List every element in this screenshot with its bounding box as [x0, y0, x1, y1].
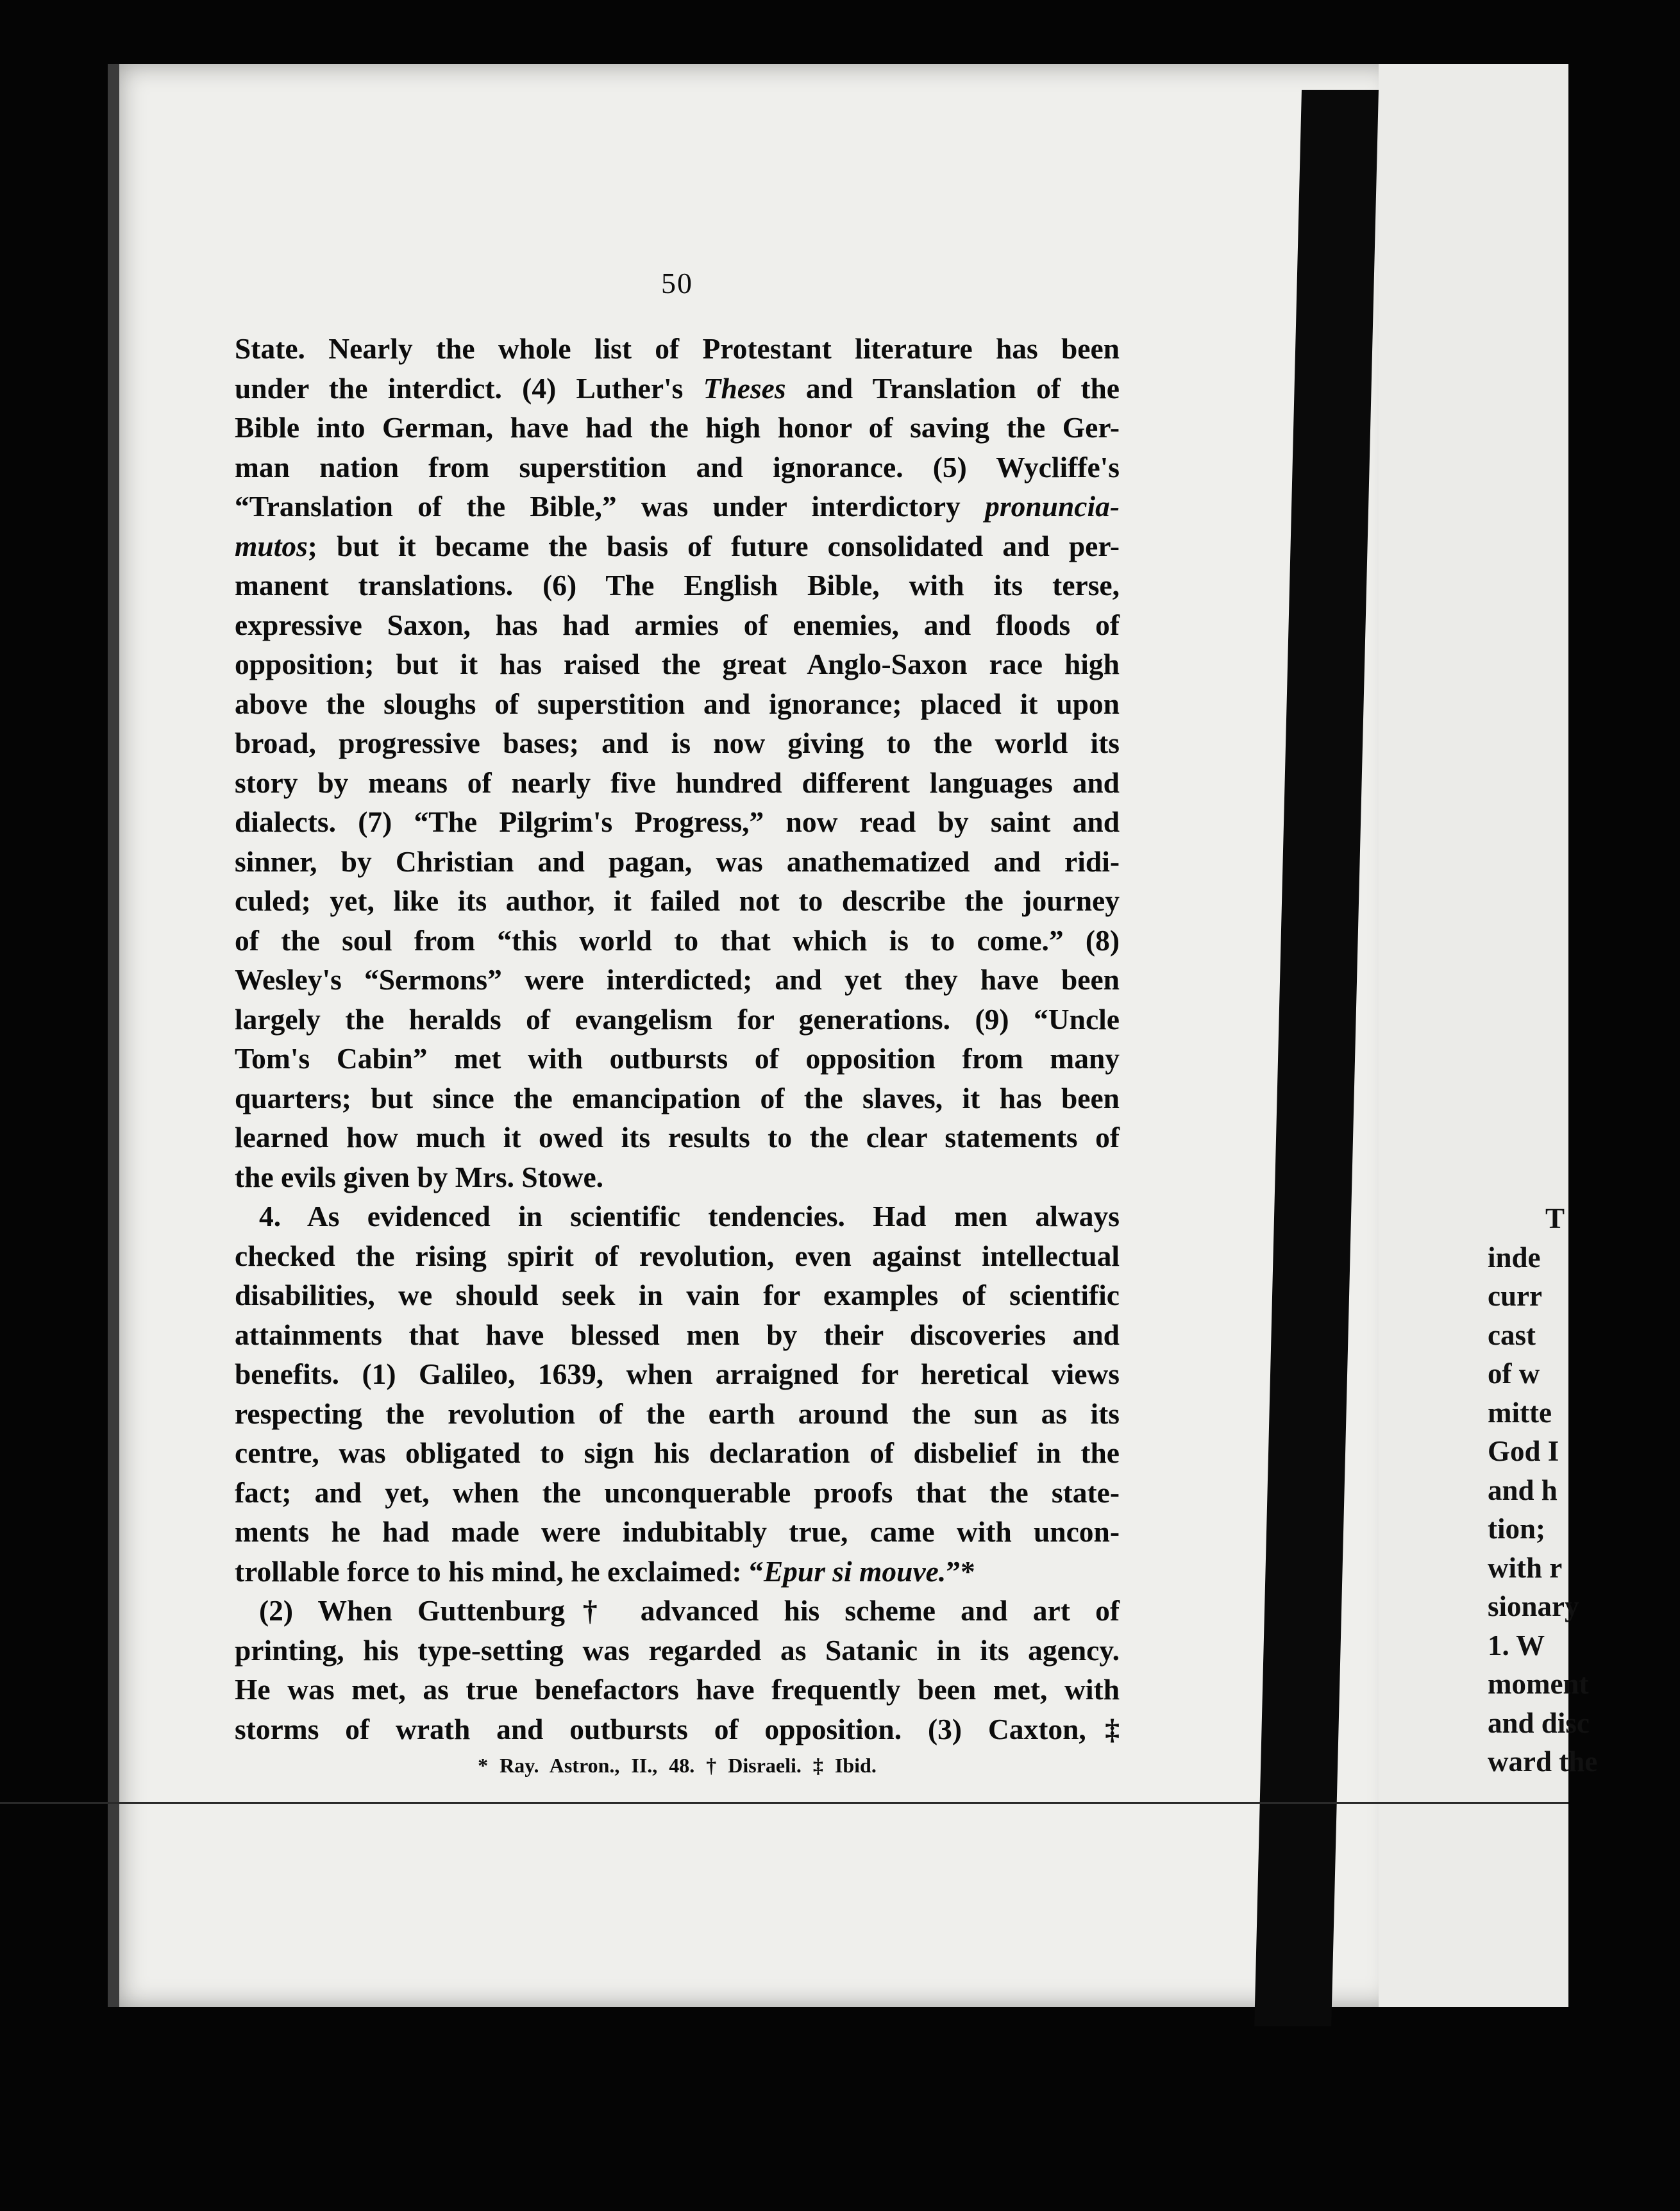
text-line: attainments that have blessed men by their discoveries and [235, 1318, 1120, 1351]
adjacent-fragment: tion; [1488, 1513, 1545, 1545]
line-text: and Translation of the [785, 371, 1120, 405]
text-line [235, 526, 1120, 566]
adjacent-fragment: ward the [1488, 1745, 1598, 1778]
text-line: printing, his type-setting was regarded as Satanic in its agency. [235, 1633, 1120, 1667]
text-line [235, 487, 1120, 526]
text-line: ments he had made were indubitably true, came with uncon- [235, 1515, 1120, 1548]
adjacent-fragment: sionary [1488, 1590, 1579, 1622]
adjacent-fragment: inde [1488, 1241, 1541, 1274]
adjacent-fragment: and disc [1488, 1706, 1590, 1739]
text-line: quarters; but since the emancipation of the slaves, it has been [235, 1081, 1120, 1114]
text-line: culed; yet, like its author, it failed not to describe the journey [235, 884, 1120, 917]
text-line: storms of wrath and outbursts of opposition. (3) Caxton,‡ [235, 1712, 1120, 1745]
text-line: Wesley's “Sermons” were interdicted; and yet they have been [235, 963, 1120, 996]
text-line: Bible into German, have had the high honor of saving the Ger- [235, 411, 1120, 444]
line-text: “Translation of the Bible,” was under interdictory [235, 490, 986, 523]
text-line: 4. As evidenced in scientific tendencies. Had men always [259, 1200, 1120, 1232]
scan-fold-line [0, 1802, 1568, 1804]
text-line: manent translations. (6) The English Bible, with its terse, [235, 569, 1120, 601]
adjacent-fragment: God I [1488, 1435, 1559, 1467]
adjacent-fragment: moment [1488, 1668, 1589, 1700]
adjacent-page-text [1488, 1199, 1680, 1781]
line-text: under the interdict. (4) Luther's [235, 371, 703, 405]
text-line [235, 369, 1120, 408]
italic-text: mutos [235, 529, 308, 562]
text-line: story by means of nearly five hundred different languages and [235, 766, 1120, 799]
text-line: learned how much it owed its results to the clear statements of [235, 1121, 1120, 1154]
italic-text: pronuncia- [985, 490, 1120, 523]
text-line: opposition; but it has raised the great Anglo-Saxon race high [235, 648, 1120, 680]
page-number: 50 [661, 267, 693, 299]
text-line: fact; and yet, when the unconquerable proofs that the state- [235, 1475, 1120, 1509]
line-text: trollable force to his mind, he exclaimed: “ [235, 1554, 764, 1588]
text-line: Tom's Cabin” met with outbursts of opposition from many [235, 1042, 1120, 1075]
text-line: disabilities, we should seek in vain for examples of scientific [235, 1279, 1120, 1311]
adjacent-fragment: T [1545, 1202, 1565, 1234]
text-line: expressive Saxon, has had armies of enemies, and floods of [235, 608, 1120, 641]
adjacent-fragment: curr [1488, 1280, 1542, 1312]
text-line: broad, progressive bases; and is now giving to the world its [235, 727, 1120, 759]
line-text: ; but it became the basis of future consolidated and per- [307, 529, 1120, 562]
adjacent-fragment: cast [1488, 1318, 1536, 1351]
text-line: above the sloughs of superstition and ignorance; placed it upon [235, 687, 1120, 720]
adjacent-fragment: 1. W [1488, 1629, 1545, 1661]
adjacent-fragment: and h [1488, 1474, 1558, 1506]
text-line [235, 1552, 1120, 1592]
adjacent-fragment: mitte [1488, 1396, 1552, 1429]
text-line: centre, was obligated to sign his declaration of disbelief in the [235, 1436, 1120, 1469]
text-line: He was met, as true benefactors have frequently been met, with [235, 1673, 1120, 1706]
text-line: largely the heralds of evangelism for generations. (9) “Uncle [235, 1002, 1120, 1036]
adjacent-fragment: with r [1488, 1551, 1563, 1584]
adjacent-fragment: of w [1488, 1358, 1540, 1390]
footnotes: * Ray. Astron., II., 48. † Disraeli. ‡ Ibid. [478, 1754, 877, 1777]
text-line: sinner, by Christian and pagan, was anathematized and ridi- [235, 845, 1120, 878]
text-line: State. Nearly the whole list of Protestant literature has been [235, 332, 1120, 365]
italic-text: Epur si mouve. [763, 1554, 946, 1588]
italic-text: Theses [703, 371, 786, 405]
text-line: the evils given by Mrs. Stowe. [235, 1160, 604, 1193]
text-line: checked the rising spirit of revolution, even against intellectual [235, 1239, 1120, 1272]
text-line: man nation from superstition and ignorance. (5) Wycliffe's [235, 450, 1120, 483]
right-page [1379, 64, 1598, 2007]
text-line: benefits. (1) Galileo, 1639, when arraigned for heretical views [235, 1358, 1120, 1390]
text-line: of the soul from “this world to that which is to come.” (8) [235, 923, 1120, 957]
text-line: respecting the revolution of the earth around the sun as its [235, 1397, 1120, 1430]
line-text: ”* [946, 1554, 975, 1588]
text-line: dialects. (7) “The Pilgrim's Progress,” now read by saint and [235, 805, 1120, 838]
text-line: (2) When Guttenburg† advanced his scheme and art of [259, 1594, 1120, 1627]
text-block [235, 329, 1120, 1749]
